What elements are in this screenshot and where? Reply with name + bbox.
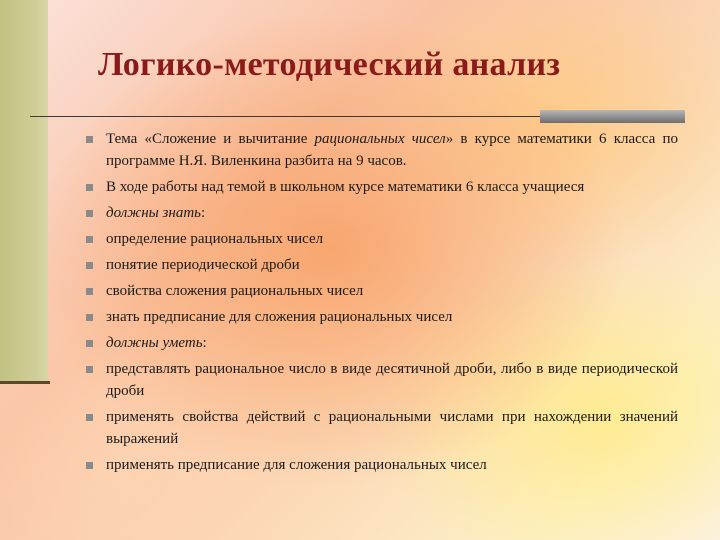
bullet-item-must-be-able <box>86 332 678 354</box>
bullet-item-topic <box>86 128 678 172</box>
bullet-text: представлять рациональное число в виде десятичной дроби, либо в виде периодической дроби <box>106 361 678 399</box>
square-bullet-icon <box>86 462 93 469</box>
bullet-item <box>86 228 678 250</box>
bullet-text: В ходе работы над темой в школьном курсе математики 6 класса учащиеся <box>106 179 585 195</box>
bullet-text: понятие периодической дроби <box>106 257 300 273</box>
bullet-item <box>86 280 678 302</box>
square-bullet-icon <box>86 184 93 191</box>
square-bullet-icon <box>86 366 93 373</box>
title-underline-accent <box>540 110 685 123</box>
bullet-text: применять предписание для сложения рациональных чисел <box>106 457 487 473</box>
bullet-item <box>86 254 678 276</box>
slide-title: Логико-методический анализ <box>98 46 561 83</box>
bullet-text-pre: Тема «Сложение и вычитание <box>106 131 315 147</box>
bullet-list <box>86 128 678 480</box>
square-bullet-icon <box>86 340 93 347</box>
bullet-text-post: : <box>202 335 207 351</box>
bullet-text-post: : <box>201 205 206 221</box>
decorative-side-bar-line <box>0 381 50 384</box>
bullet-item-must-know <box>86 202 678 224</box>
square-bullet-icon <box>86 236 93 243</box>
title-underline <box>30 116 540 117</box>
decorative-side-bar <box>0 0 48 383</box>
bullet-text-emphasis: должны уметь <box>106 335 203 351</box>
bullet-text-emphasis: должны знать <box>106 205 202 221</box>
bullet-item-intro <box>86 176 678 198</box>
bullet-item <box>86 454 678 476</box>
square-bullet-icon <box>86 262 93 269</box>
square-bullet-icon <box>86 414 93 421</box>
square-bullet-icon <box>86 288 93 295</box>
square-bullet-icon <box>86 314 93 321</box>
square-bullet-icon <box>86 210 93 217</box>
bullet-text: знать предписание для сложения рациональных чисел <box>106 309 453 325</box>
bullet-text: определение рациональных чисел <box>106 231 324 247</box>
square-bullet-icon <box>86 136 93 143</box>
bullet-text: свойства сложения рациональных чисел <box>106 283 364 299</box>
bullet-text: применять свойства действий с рациональными числами при нахождении значений выражений <box>106 409 678 447</box>
bullet-item <box>86 406 678 450</box>
bullet-item <box>86 306 678 328</box>
bullet-text-post: » в курсе математики 6 класса по программе Н.Я. Виленкина разбита на 9 часов. <box>106 131 678 169</box>
bullet-item <box>86 358 678 402</box>
bullet-text-emphasis: рациональных чисел <box>314 131 446 147</box>
